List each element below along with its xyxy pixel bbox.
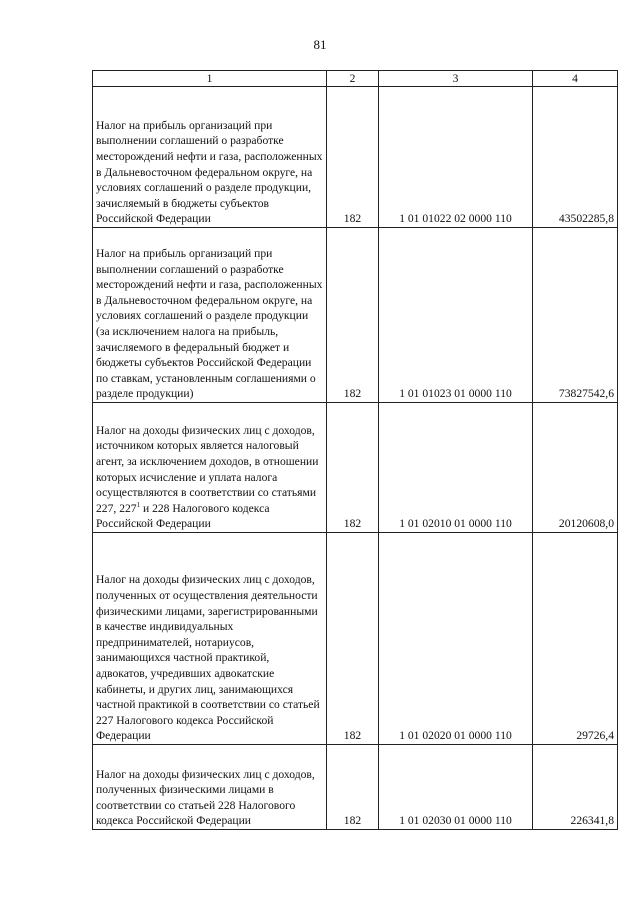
amount-cell: 29726,4 (533, 533, 618, 745)
revenue-name-cell (93, 403, 327, 533)
revenue-name-cell: Налог на доходы физических лиц с доходов, полученных от осуществления деятельности физическими лицами, зарегистрированными в качестве индивидуальных предпринимателей, нотариусов, занимающихся частной практикой, адвокатов, учредивших адвокатские кабинеты, и других лиц, занимающихся частной практикой в соответствии со статьей 227 Налогового кодекса Российской Федерации (93, 533, 327, 745)
budget-code-cell: 1 01 02020 01 0000 110 (379, 533, 533, 745)
budget-code-cell: 1 01 02030 01 0000 110 (379, 745, 533, 830)
amount-cell: 20120608,0 (533, 403, 618, 533)
column-header-1: 1 (93, 71, 327, 87)
column-header-2: 2 (327, 71, 379, 87)
amount-cell: 226341,8 (533, 745, 618, 830)
budget-code-cell: 1 01 02010 01 0000 110 (379, 403, 533, 533)
admin-code-cell: 182 (327, 745, 379, 830)
table-header-row (93, 71, 618, 87)
admin-code-cell: 182 (327, 403, 379, 533)
table-row (93, 228, 618, 403)
revenue-name-text: Налог на доходы физических лиц с доходов, источником которых является налоговый агент, за исключением доходов, в отношении которых исчисление и уплата налога осуществляются в соответствии со статьями 227, 227 (96, 423, 319, 515)
page-number: 81 (313, 37, 327, 52)
table-row (93, 403, 618, 533)
budget-code-cell: 1 01 01022 02 0000 110 (379, 87, 533, 228)
revenue-name-cell: Налог на прибыль организаций при выполнении соглашений о разработке месторождений нефти и газа, расположенных в Дальневосточном федеральном округе, на условиях соглашений о разделе продукции, зачисляемый в бюджеты субъектов Российской Федерации (93, 87, 327, 228)
revenue-name-cell: Налог на прибыль организаций при выполнении соглашений о разработке месторождений нефти и газа, расположенных в Дальневосточном федеральном округе, на условиях соглашений о разделе продукции (за исключением налога на прибыль, зачисляемого в федеральный бюджет и бюджеты субъектов Российской Федерации по ставкам, установленным соглашениями о разделе продукции) (93, 228, 327, 403)
budget-code-cell: 1 01 01023 01 0000 110 (379, 228, 533, 403)
article-superscript: 1 (136, 500, 141, 509)
revenue-name-text-end: и 228 Налогового кодекса Российской Федерации (96, 501, 270, 531)
column-header-3: 3 (379, 71, 533, 87)
amount-cell: 73827542,6 (533, 228, 618, 403)
revenue-name-cell: Налог на доходы физических лиц с доходов, полученных физическими лицами в соответствии со статьей 228 Налогового кодекса Российской Федерации (93, 745, 327, 830)
admin-code-cell: 182 (327, 533, 379, 745)
admin-code-cell: 182 (327, 87, 379, 228)
table-row (93, 745, 618, 830)
amount-cell: 43502285,8 (533, 87, 618, 228)
table-row (93, 87, 618, 228)
revenue-table (92, 70, 618, 830)
admin-code-cell: 182 (327, 228, 379, 403)
column-header-4: 4 (533, 71, 618, 87)
table-row (93, 533, 618, 745)
